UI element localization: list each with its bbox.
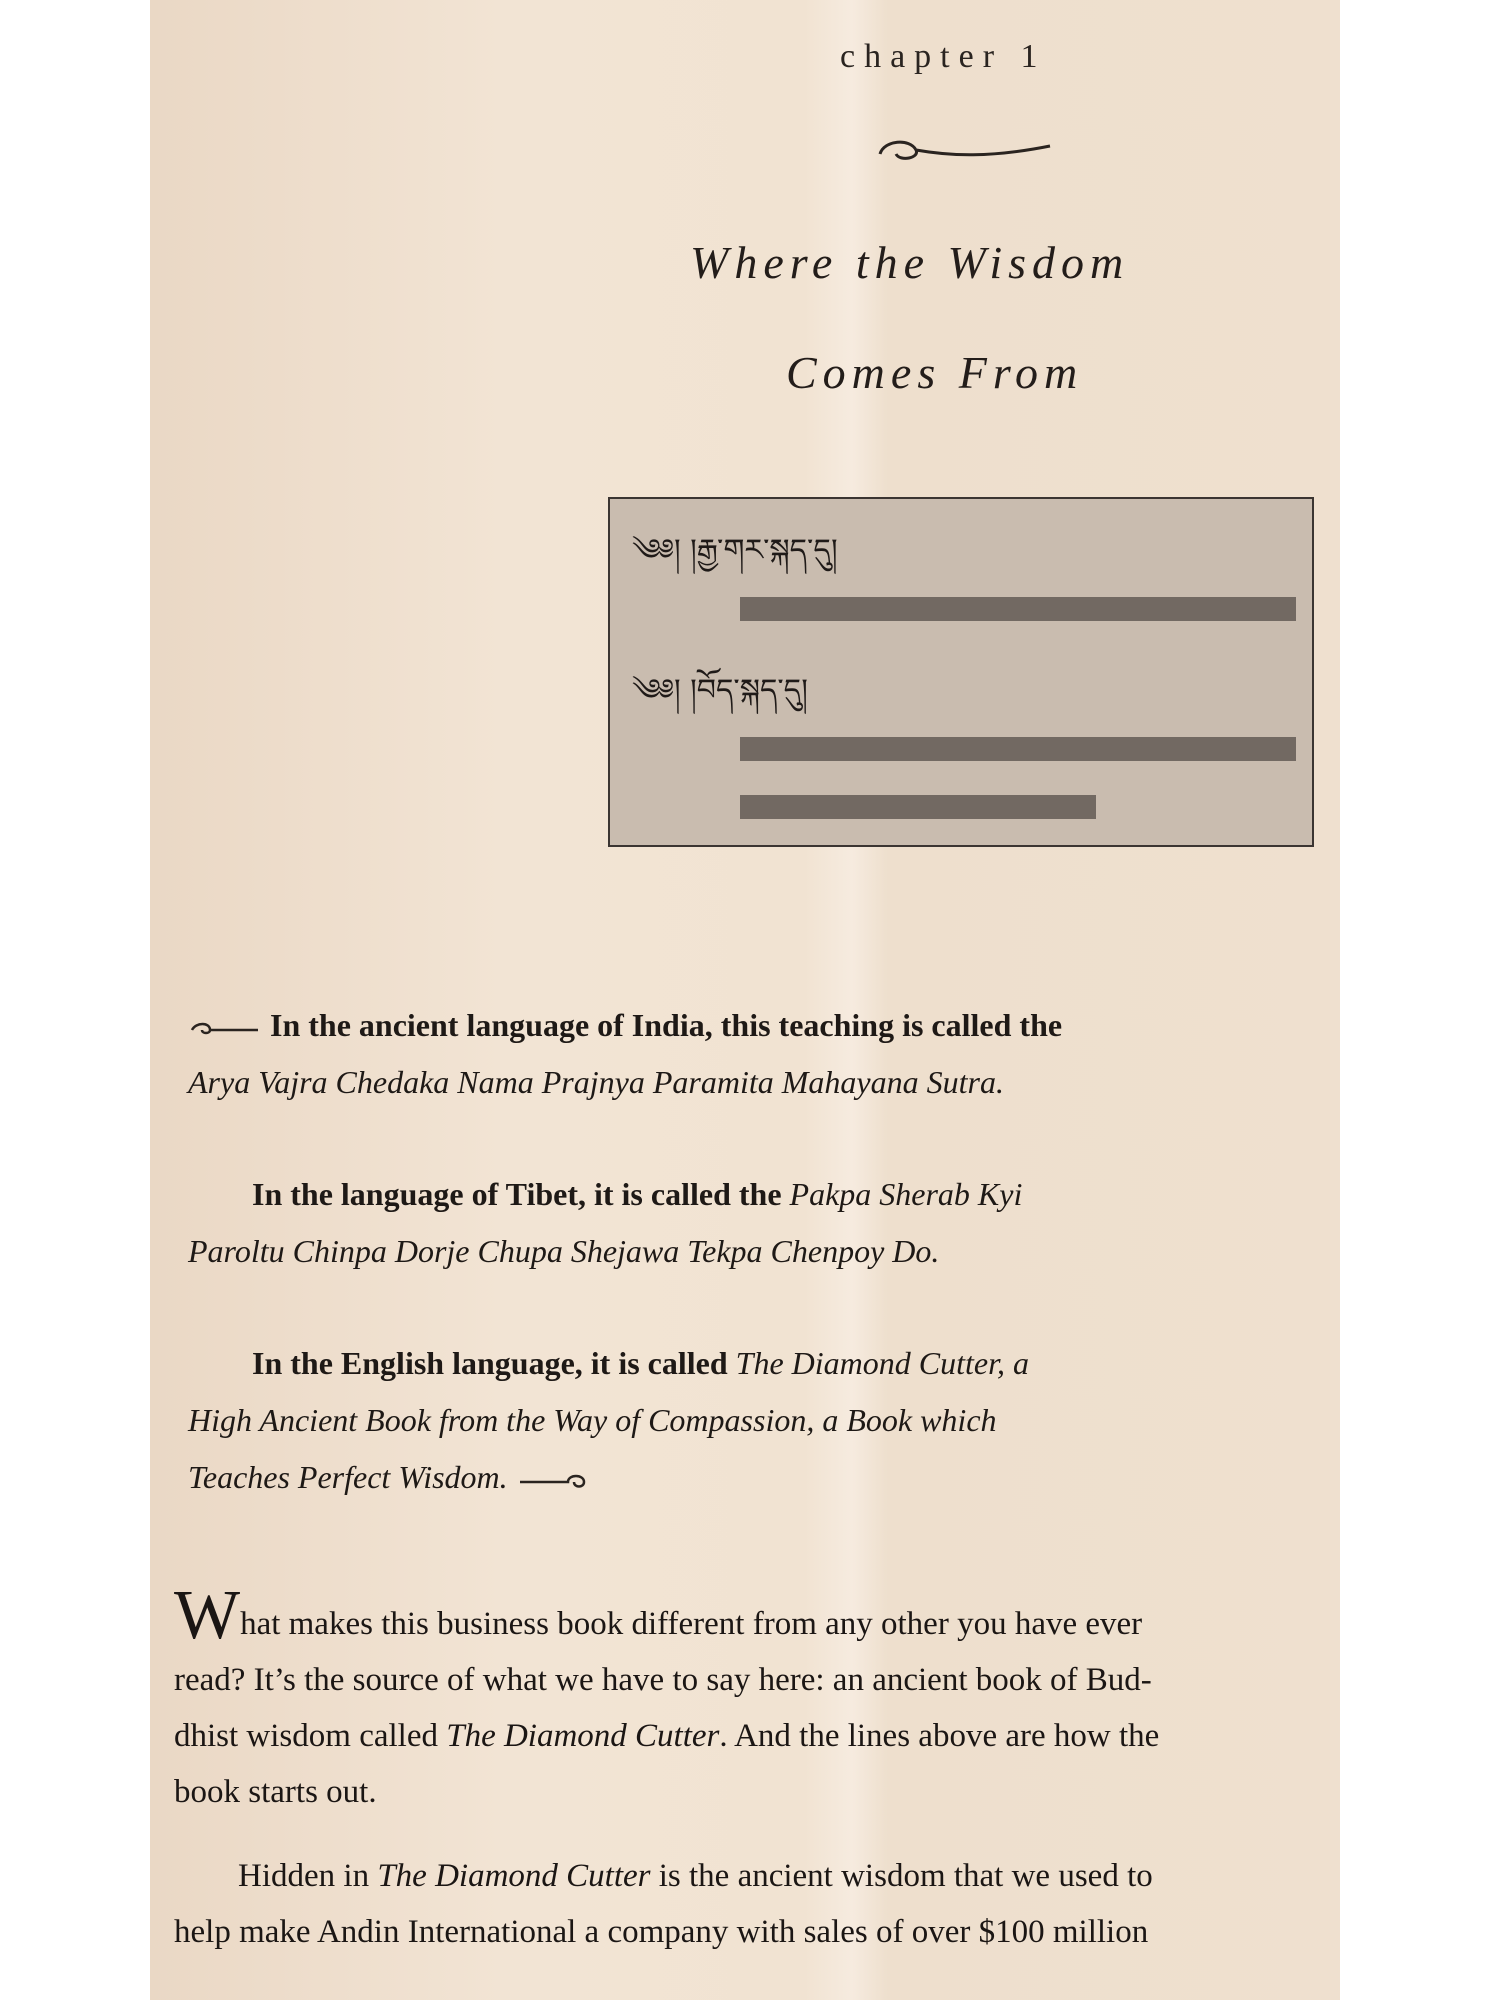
body-paragraph-1: What makes this business book different from any other you have ever read? It’s the source of what we have to say here: an ancient book of Bud- dhist wisdom called The Diamond Cutter. And the lines above are how the book starts out.: [174, 1577, 1160, 1810]
intro-paragraph-tibet: In the language of Tibet, it is called the Pakpa Sherab Kyi Paroltu Chinpa Dorje Chupa Shejawa Tekpa Chenpoy Do.: [188, 1176, 1023, 1269]
sanskrit-title: Arya Vajra Chedaka Nama Prajnya Paramita Mahayana Sutra.: [188, 1064, 1004, 1100]
tibetan-heading-tibetan: ༄༅། །བོད་སྐད་དུ།: [632, 673, 808, 708]
drop-cap: W: [174, 1577, 241, 1654]
tibetan-heading-sanskrit: ༄༅། །རྒྱ་གར་སྐད་དུ།: [632, 533, 838, 568]
body-paragraph-2: Hidden in The Diamond Cutter is the ancient wisdom that we used to help make Andin International a company with sales of over $100 million: [174, 1858, 1153, 1950]
english-title: The Diamond Cutter, a: [735, 1345, 1029, 1381]
intro-paragraph-english: In the English language, it is called The Diamond Cutter, a High Ancient Book from the Way of Compassion, a Book which Teaches Perfect Wisdom.: [188, 1345, 1029, 1495]
tibetan-title: Pakpa Sherab Kyi: [789, 1176, 1023, 1212]
chapter-title-line-2: Comes From: [786, 347, 1084, 398]
chapter-label: chapter 1: [840, 38, 1047, 75]
tibetan-script-line: [740, 731, 1296, 767]
tibetan-script-line: [740, 591, 1300, 627]
book-page: [150, 0, 1340, 2000]
flourish-ornament: [870, 132, 1060, 172]
tibetan-script-line: [740, 789, 1100, 825]
chapter-title-line-1: Where the Wisdom: [690, 237, 1130, 288]
flourish-ornament: [188, 1018, 262, 1040]
tibetan-text-box: [608, 497, 1314, 847]
intro-paragraph-india: In the ancient language of India, this teaching is called the Arya Vajra Chedaka Nama Prajnya Paramita Mahayana Sutra.: [188, 1007, 1063, 1100]
flourish-ornament: [516, 1470, 590, 1492]
